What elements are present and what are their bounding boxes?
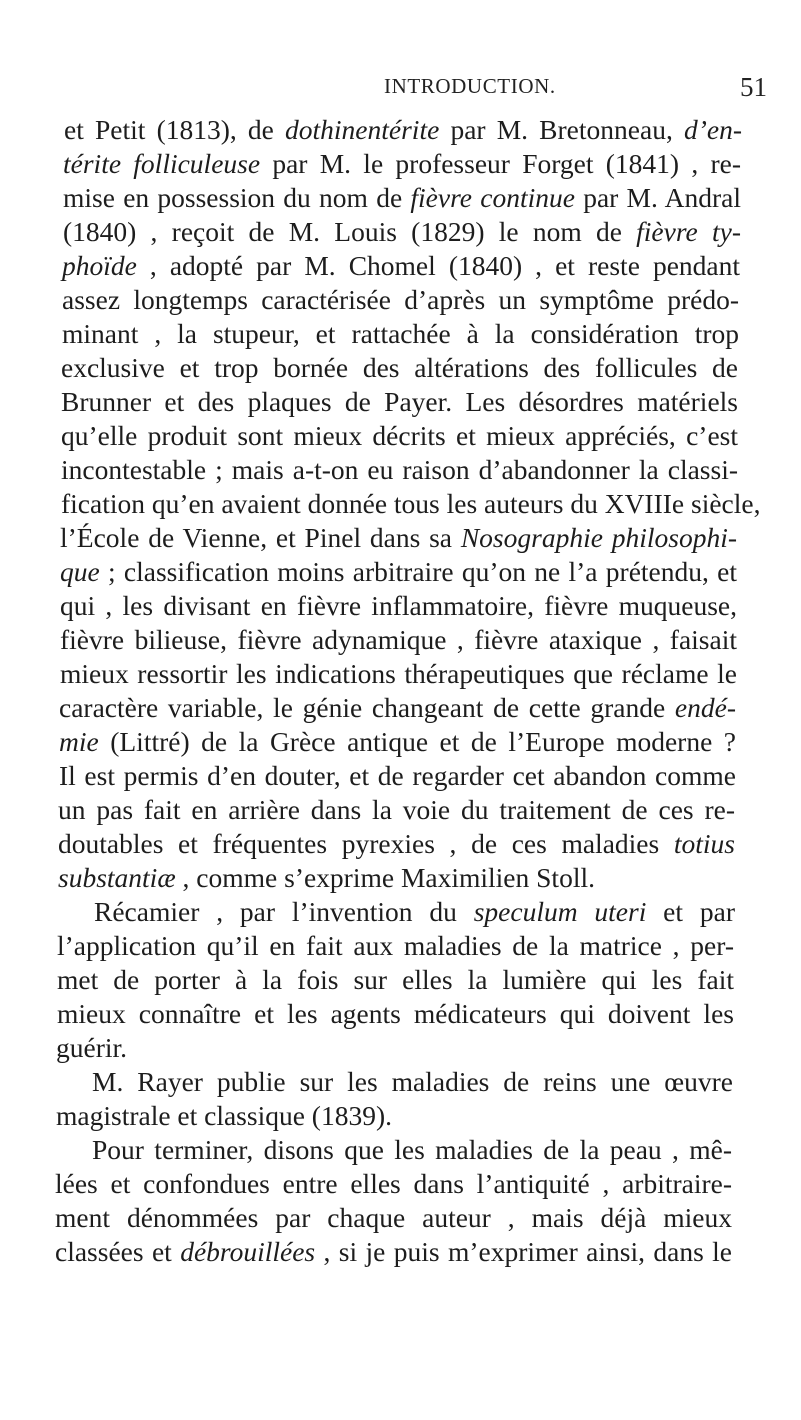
text-run: , si je puis m’exprimer ainsi, dans le: [315, 1236, 733, 1267]
text-line: [59, 691, 736, 725]
text-run: l’application qu’il en fait aux maladies de la matrice , per-: [57, 930, 734, 961]
italic-term: totius: [673, 828, 735, 859]
text-run: minant , la stupeur, et rattachée à la considération trop: [62, 318, 739, 349]
text-line: [62, 283, 739, 317]
text-line: [56, 1099, 733, 1133]
text-run: par M. le professeur Forget (1841) , re-: [260, 148, 741, 179]
text-line: [63, 181, 741, 215]
text-line: [61, 351, 738, 385]
text-run: classées et: [55, 1236, 181, 1267]
text-run: mieux connaître et les agents médicateurs qui doivent les: [57, 998, 734, 1029]
italic-term: térite folliculeuse: [63, 148, 261, 179]
text-line: [61, 487, 761, 521]
text-line: [59, 725, 736, 759]
text-line: [62, 317, 739, 351]
text-run: caractère variable, le génie changeant de cette grande: [59, 692, 675, 723]
text-line: [61, 419, 738, 453]
text-run: met de porter à la fois sur elles la lumière qui les fait: [57, 964, 734, 995]
text-run: lées et confondues entre elles dans l’antiquité , arbitraire-: [55, 1168, 732, 1199]
text-run: qu’elle produit sont mieux décrits et mieux appréciés, c’est: [61, 420, 738, 451]
text-line: [58, 827, 735, 861]
italic-term: fièvre continue: [410, 182, 575, 213]
italic-term: d’en-: [683, 114, 742, 145]
text-run: ; classification moins arbitraire qu’on ne l’a prétendu, et: [99, 556, 737, 587]
text-run: , comme s’exprime Maximilien Stoll.: [175, 862, 595, 893]
text-run: Récamier , par l’invention du: [94, 896, 474, 927]
text-line: [61, 385, 738, 419]
text-line: [60, 555, 737, 589]
text-run: assez longtemps caractérisée d’après un symptôme prédo-: [62, 284, 739, 315]
page-number: 51: [740, 72, 767, 102]
text-line: [59, 759, 736, 793]
text-line: [55, 1201, 732, 1235]
text-line: [60, 657, 737, 691]
text-run: M. Rayer publie sur les maladies de reins une œuvre: [92, 1066, 733, 1097]
text-run: (1840) , reçoit de M. Louis (1829) le nom de: [63, 216, 637, 247]
text-line: [58, 793, 735, 827]
italic-term: dothinentérite: [285, 114, 440, 145]
text-run: guérir.: [56, 1032, 128, 1063]
text-run: un pas fait en arrière dans la voie du traitement de ces re-: [58, 794, 735, 825]
text-run: qui , les divisant en fièvre inflammatoire, fièvre muqueuse,: [60, 590, 737, 621]
text-line: [64, 113, 742, 147]
text-run: et Petit (1813), de: [64, 114, 286, 145]
text-run: mieux ressortir les indications thérapeutiques que réclame le: [60, 658, 737, 689]
text-run: Il est permis d’en douter, et de regarder cet abandon comme: [59, 760, 736, 791]
text-line: [63, 215, 741, 249]
text-line: [60, 589, 737, 623]
text-run: et par: [646, 896, 735, 927]
text-run: exclusive et trop bornée des altérations des follicules de: [61, 352, 738, 383]
text-line: [58, 861, 735, 895]
text-line: [57, 997, 734, 1031]
text-run: incontestable ; mais a-t-on eu raison d’abandonner la classi-: [61, 454, 738, 485]
text-run: magistrale et classique (1839).: [56, 1100, 393, 1131]
text-line: [55, 1167, 732, 1201]
text-line: [56, 1031, 733, 1065]
text-line: [94, 895, 735, 929]
text-run: doutables et fréquentes pyrexies , de ces maladies: [58, 828, 674, 859]
text-run: par M. Andral: [574, 182, 741, 213]
text-line: [62, 249, 740, 283]
text-run: fièvre bilieuse, fièvre adynamique , fièvre ataxique , faisait: [60, 624, 737, 655]
text-line: [92, 1133, 732, 1167]
text-run: (Littré) de la Grèce antique et de l’Europe moderne ?: [98, 726, 736, 757]
text-run: , adopté par M. Chomel (1840) , et reste pendant: [136, 250, 740, 281]
text-line: [63, 147, 741, 181]
text-line: [57, 929, 734, 963]
italic-term: fièvre ty-: [636, 216, 741, 247]
italic-term: que: [60, 556, 100, 587]
italic-term: phoïde: [62, 250, 137, 281]
italic-term: débrouillées: [180, 1236, 316, 1267]
text-line: [57, 963, 734, 997]
italic-term: Nosographie philosophi-: [460, 522, 738, 553]
text-line: [55, 1235, 732, 1269]
italic-term: endé-: [674, 692, 736, 723]
text-line: [60, 521, 737, 555]
running-title: INTRODUCTION.: [384, 74, 556, 98]
text-run: fication qu’en avaient donnée tous les auteurs du XVIIIe siècle,: [61, 488, 761, 519]
text-run: Pour terminer, disons que les maladies de la peau , mê-: [92, 1134, 732, 1165]
text-run: mise en possession du nom de: [63, 182, 411, 213]
italic-term: substantiæ: [58, 862, 176, 893]
italic-term: speculum uteri: [473, 896, 647, 927]
running-head: [0, 74, 801, 110]
text-line: [61, 453, 738, 487]
text-run: l’École de Vienne, et Pinel dans sa: [60, 522, 461, 553]
italic-term: mie: [59, 726, 99, 757]
text-run: par M. Bretonneau,: [439, 114, 684, 145]
text-run: ment dénommées par chaque auteur , mais déjà mieux: [55, 1202, 732, 1233]
text-line: [60, 623, 737, 657]
text-line: [92, 1065, 733, 1099]
text-run: Brunner et des plaques de Payer. Les désordres matériels: [61, 386, 738, 417]
